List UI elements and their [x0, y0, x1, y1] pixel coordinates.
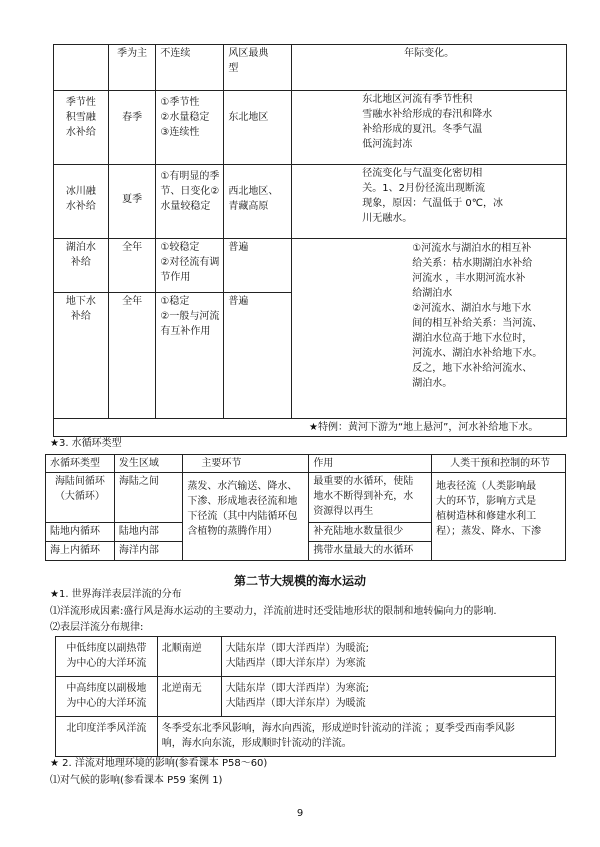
cell-text: 资源得以再生 — [313, 506, 374, 517]
cell-text: 地表径流（人类影响最 — [436, 481, 537, 492]
cell-text: 陆地内循环 — [50, 526, 100, 537]
cell-text: 植树造林和修建水利工 — [436, 511, 537, 522]
cell-text: 径流变化与气温变化密切相 — [362, 168, 483, 179]
cell-text: 蒸发、水汽输送、降水、 — [187, 481, 298, 492]
table-cell — [309, 523, 432, 542]
cell-text: ①季节性 — [160, 97, 200, 108]
table-cell — [108, 293, 156, 419]
cell-text: 中高纬度以副极地 — [66, 683, 147, 694]
cell-text: 大陆西岸（即大洋东岸）为寒流 — [225, 658, 366, 669]
table-cell — [183, 455, 309, 473]
cell-text: 湖泊水位高于地下水位时， — [412, 333, 533, 344]
table-row — [56, 677, 556, 717]
header-text: 作用 — [313, 458, 334, 469]
table-cell — [156, 293, 224, 419]
cell-text: 下渗、形成地表径流和地 — [187, 496, 298, 507]
table-cell — [221, 677, 555, 717]
cell-text: 季为主 — [117, 48, 148, 59]
table-cell — [108, 239, 156, 293]
cell-text: ②河流水、湖泊水与地下水 — [412, 303, 532, 314]
table-cell — [432, 473, 566, 561]
cell-text: 河流水 ，丰水期河流水补 — [412, 273, 526, 284]
cell-text: 风区最典 — [228, 48, 269, 59]
table-header-row — [46, 455, 566, 473]
page-number: 9 — [296, 808, 304, 819]
cell-text: 冬季受东北季风影响，海水向西流，形成逆时针流动的洋流 ；夏季受西南季风影 — [161, 723, 515, 734]
cell-text: 季节性 — [65, 97, 96, 108]
cell-text: 湖泊水 — [65, 242, 96, 253]
cell-text: 海上内循环 — [50, 545, 100, 556]
cell-text: 程）；蒸发、降水、下渗 — [436, 526, 542, 537]
subsection-title: ★ 2. 洋流对地理环境的影响(参看课本 P58～60) — [50, 758, 268, 769]
cell-text: 全年 — [122, 242, 143, 253]
table-cell — [156, 239, 224, 293]
header-text: 发生区域 — [118, 458, 159, 469]
table-cell — [46, 473, 115, 523]
cell-text: 全年 — [122, 296, 143, 307]
section-title: ★3. 水循环类型 — [50, 438, 122, 449]
table-cell — [156, 91, 224, 165]
table-header-row — [54, 45, 567, 91]
cell-text: 反之，地下水补给河流水、 — [412, 363, 533, 374]
cell-text: 水补给 — [65, 201, 96, 212]
table-cell — [292, 165, 567, 239]
cell-text: 西北地区、 — [228, 186, 279, 197]
table-row — [56, 717, 556, 757]
cell-text: 北顺南逆 — [161, 643, 202, 654]
cell-text: 现象，原因：气温低于 0℃，冰 — [362, 198, 504, 209]
cell-text: 北逆南无 — [161, 683, 202, 694]
cell-text: 川无融水。 — [362, 213, 413, 224]
table-cell — [292, 91, 567, 165]
cell-text: 为中心的大洋环流 — [66, 698, 147, 709]
cell-text: 为中心的大洋环流 — [66, 658, 147, 669]
cell-text: 大陆东岸（即大洋西岸）为暖流; — [225, 643, 369, 654]
cell-text: 湖泊水。 — [412, 378, 453, 389]
cell-text: 下径流（其中内陆循环包 — [187, 511, 298, 522]
header-text: 水循环类型 — [50, 458, 100, 469]
cell-text: 补给形成的夏汛。冬季气温 — [362, 124, 483, 135]
cell-text: 夏季 — [122, 194, 143, 205]
table-cell — [157, 717, 555, 757]
table-cell — [108, 91, 156, 165]
table-cell — [156, 45, 224, 91]
cell-text: 雪融水补给形成的春汛和降水 — [362, 109, 493, 120]
cell-text: 大陆西岸（即大洋东岸）为暖流 — [225, 698, 366, 709]
table-cell — [292, 239, 567, 419]
cell-text: 响，海水向东流，形成顺时针流动的洋流。 — [161, 738, 352, 749]
paragraph: ⑴对气候的影响(参看课本 P59 案例 1) — [50, 775, 223, 786]
cell-text: ③连续性 — [160, 127, 200, 138]
table-cell — [108, 45, 156, 91]
cell-text: （大循环） — [54, 491, 105, 502]
table-cell — [56, 677, 158, 717]
cell-text: 补给 — [70, 311, 91, 322]
table-row — [56, 637, 556, 677]
cell-text: 地水不断得到补充，水 — [313, 491, 414, 502]
cell-text: 海陆间循环 — [54, 476, 105, 487]
cell-text: 冰川融 — [65, 186, 96, 197]
cell-text: ①稳定 — [160, 296, 190, 307]
cell-text: 东北地区 — [228, 112, 269, 123]
cell-text: 不连续 — [160, 48, 191, 59]
cell-text: 水量较稳定 — [160, 201, 211, 212]
special-example-note: ★特例：黄河下游为“地上悬河”，河水补给地下水。 — [309, 422, 539, 433]
table-cell — [224, 45, 292, 91]
table-cell — [157, 637, 221, 677]
table-cell — [224, 165, 292, 239]
cell-text: 年际变化。 — [404, 48, 455, 59]
table-cell — [224, 91, 292, 165]
cell-text: ②水量稳定 — [160, 112, 210, 123]
table-cell — [114, 542, 183, 561]
cell-text: 积雪融 — [65, 112, 96, 123]
cell-text: 陆地内部 — [118, 526, 159, 537]
header-text: 主要环节 — [201, 458, 242, 469]
cell-text: 低河流封冻 — [362, 139, 413, 150]
table-row — [46, 473, 566, 523]
table-cell — [221, 637, 555, 677]
table-row — [54, 419, 567, 437]
table-cell — [114, 455, 183, 473]
table-cell — [309, 542, 432, 561]
paragraph: ⑵表层洋流分布规律: — [50, 622, 144, 633]
table-cell — [54, 293, 109, 419]
table-cell — [46, 455, 115, 473]
cell-text: 有互补作用 — [160, 326, 211, 337]
cell-text: 地下水 — [65, 296, 96, 307]
table-cell — [114, 523, 183, 542]
cell-text: 中低纬度以副热带 — [66, 643, 147, 654]
table-cell — [156, 165, 224, 239]
subsection-title: ★1. 世界海洋表层洋流的分布 — [50, 589, 182, 600]
header-text: 人类干预和控制的环节 — [450, 458, 551, 469]
table-cell — [224, 293, 292, 419]
cell-text: 大的环节，影响方式是 — [436, 496, 537, 507]
table-row — [54, 239, 567, 293]
cell-text: 东北地区河流有季节性积 — [362, 94, 473, 105]
table-row — [54, 91, 567, 165]
water-supply-table — [53, 44, 567, 437]
ocean-current-table — [55, 636, 556, 757]
table-cell — [56, 717, 158, 757]
section-heading: 第二节大规模的海水运动 — [233, 574, 366, 588]
cell-text: 水补给 — [65, 127, 96, 138]
cell-text: 给关系：枯水期湖泊水补给 — [412, 258, 533, 269]
table-cell — [157, 677, 221, 717]
table-cell — [54, 239, 109, 293]
cell-text: 普遍 — [228, 296, 249, 307]
cell-text: 海陆之间 — [118, 476, 159, 487]
table-cell — [56, 637, 158, 677]
table-cell — [46, 542, 115, 561]
table-cell — [54, 165, 109, 239]
table-cell — [108, 165, 156, 239]
table-cell — [292, 45, 567, 91]
cell-text: ②对径流有调 — [160, 257, 220, 268]
cell-text: 携带水量最大的水循环 — [313, 545, 414, 556]
table-cell — [224, 239, 292, 293]
cell-text: 海洋内部 — [118, 545, 159, 556]
cell-text: ①河流水与湖泊水的相互补 — [412, 243, 532, 254]
cell-text: ①有明显的季 — [160, 171, 220, 182]
paragraph: ⑴洋流形成因素:盛行风是海水运动的主要动力，洋流前进时还受陆地形状的限制和地转偏向力的影响. — [50, 606, 497, 617]
table-cell — [46, 523, 115, 542]
table-cell — [114, 473, 183, 523]
cell-text: 青藏高原 — [228, 201, 269, 212]
table-cell — [54, 91, 109, 165]
cell-text: 节作用 — [160, 272, 191, 283]
table-cell — [183, 473, 309, 561]
cell-text: 春季 — [122, 112, 143, 123]
cell-text: 给湖泊水 — [412, 288, 453, 299]
cell-text: 大陆东岸（即大洋西岸）为寒流; — [225, 683, 369, 694]
table-cell — [309, 455, 432, 473]
cell-text: 普遍 — [228, 242, 249, 253]
cell-text: 关。1、2月份径流出现断流 — [362, 183, 485, 194]
cell-text: 型 — [228, 63, 239, 74]
cell-text: 节、日变化② — [160, 186, 220, 197]
cell-text: 含植物的蒸腾作用） — [187, 526, 278, 537]
cell-text: 北印度洋季风洋流 — [66, 723, 147, 734]
table-cell — [309, 473, 432, 523]
cell-text: ②一般与河流 — [160, 311, 220, 322]
table-cell — [54, 419, 567, 437]
table-cell — [432, 455, 566, 473]
cell-text: 补充陆地水数量很少 — [313, 526, 404, 537]
table-cell — [54, 45, 109, 91]
cell-text: ①较稳定 — [160, 242, 200, 253]
table-row — [54, 165, 567, 239]
cell-text: 河流水、湖泊水补给地下水。 — [412, 348, 543, 359]
cell-text: 间的相互补给关系：当河流、 — [412, 318, 543, 329]
cell-text: 补给 — [70, 257, 91, 268]
cell-text: 最重要的水循环，使陆 — [313, 476, 414, 487]
water-cycle-table — [45, 454, 566, 561]
